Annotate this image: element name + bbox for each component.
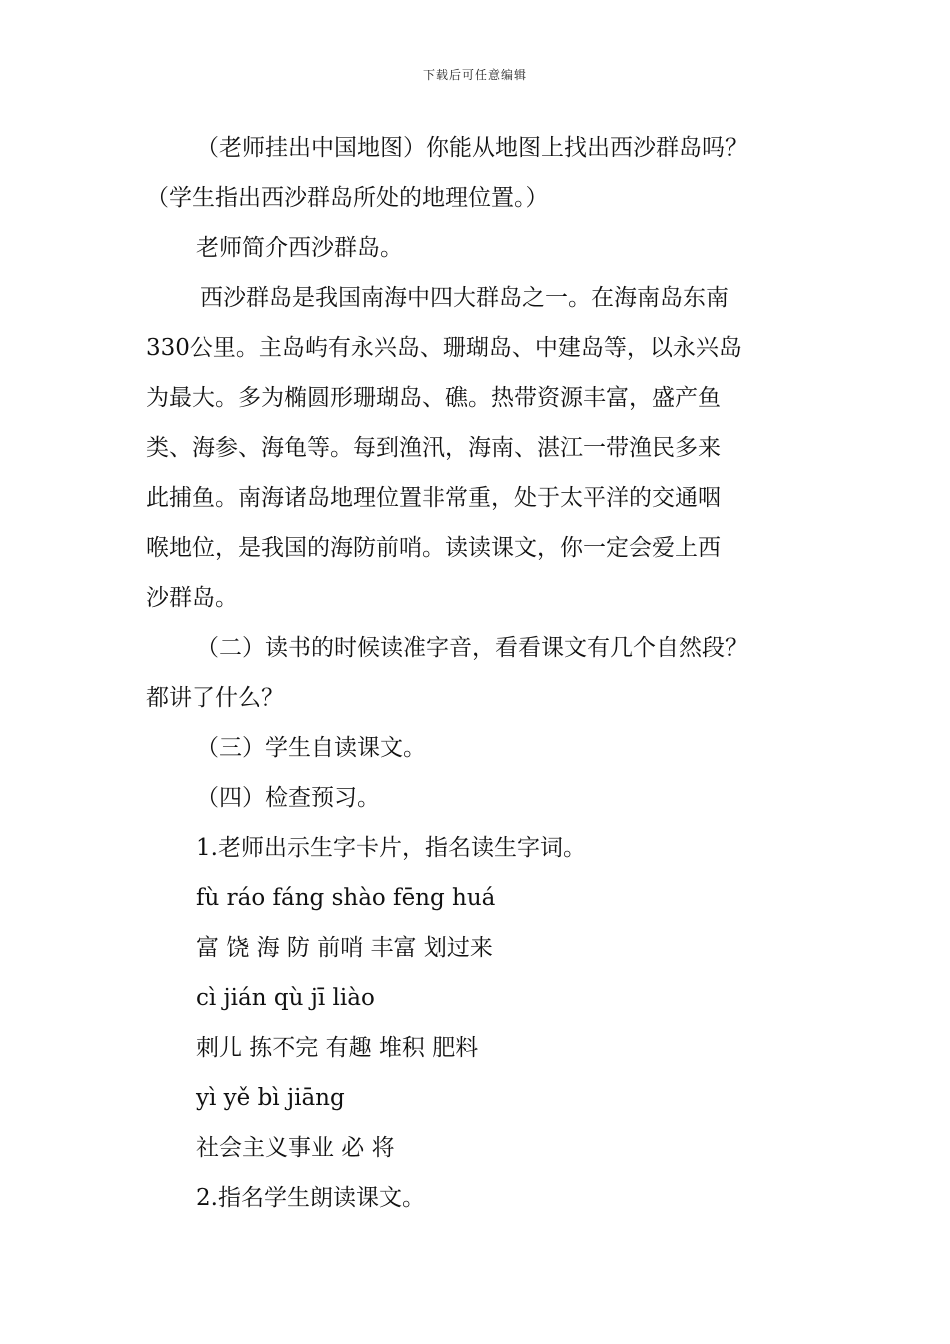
section-three: （三）学生自读课文。 (196, 735, 426, 761)
hanzi-row-3: 社会主义事业 必 将 (196, 1135, 395, 1161)
pinyin-row-3: yì yě bì jiāng (196, 1085, 345, 1111)
section-two-line-2: 都讲了什么？ (146, 685, 284, 711)
pinyin-row-2: cì jián qù jī liào (196, 985, 375, 1011)
pinyin-row-1: fù ráo fáng shào fēng huá (196, 885, 496, 911)
step-two: 2.指名学生朗读课文。 (196, 1185, 425, 1211)
paragraph-intro-line-1: 西沙群岛是我国南海中四大群岛之一。在海南岛东南 (200, 285, 729, 311)
paragraph-student-locate: （学生指出西沙群岛所处的地理位置。） (146, 185, 549, 211)
paragraph-intro-line-6: 喉地位，是我国的海防前哨。读读课文，你一定会爱上西 (146, 535, 721, 561)
section-four: （四）检查预习。 (196, 785, 380, 811)
paragraph-intro-line-3: 为最大。多为椭圆形珊瑚岛、礁。热带资源丰富，盛产鱼 (146, 385, 721, 411)
paragraph-map-question: （老师挂出中国地图）你能从地图上找出西沙群岛吗？ (196, 135, 748, 161)
paragraph-intro-line-7: 沙群岛。 (146, 585, 238, 611)
page-header: 下载后可任意编辑 (422, 68, 527, 82)
paragraph-intro-line-5: 此捕鱼。南海诸岛地理位置非常重，处于太平洋的交通咽 (146, 485, 721, 511)
section-two-line-1: （二）读书的时候读准字音，看看课文有几个自然段？ (196, 635, 748, 661)
hanzi-row-1: 富 饶 海 防 前哨 丰富 划过来 (196, 935, 493, 961)
paragraph-intro-line-2: 330公里。主岛屿有永兴岛、珊瑚岛、中建岛等，以永兴岛 (146, 335, 742, 361)
paragraph-intro-line-4: 类、海参、海龟等。每到渔汛，海南、湛江一带渔民多来 (146, 435, 721, 461)
hanzi-row-2: 刺儿 拣不完 有趣 堆积 肥料 (196, 1035, 479, 1061)
step-one: 1.老师出示生字卡片，指名读生字词。 (196, 835, 586, 861)
paragraph-intro-heading: 老师简介西沙群岛。 (196, 235, 403, 261)
